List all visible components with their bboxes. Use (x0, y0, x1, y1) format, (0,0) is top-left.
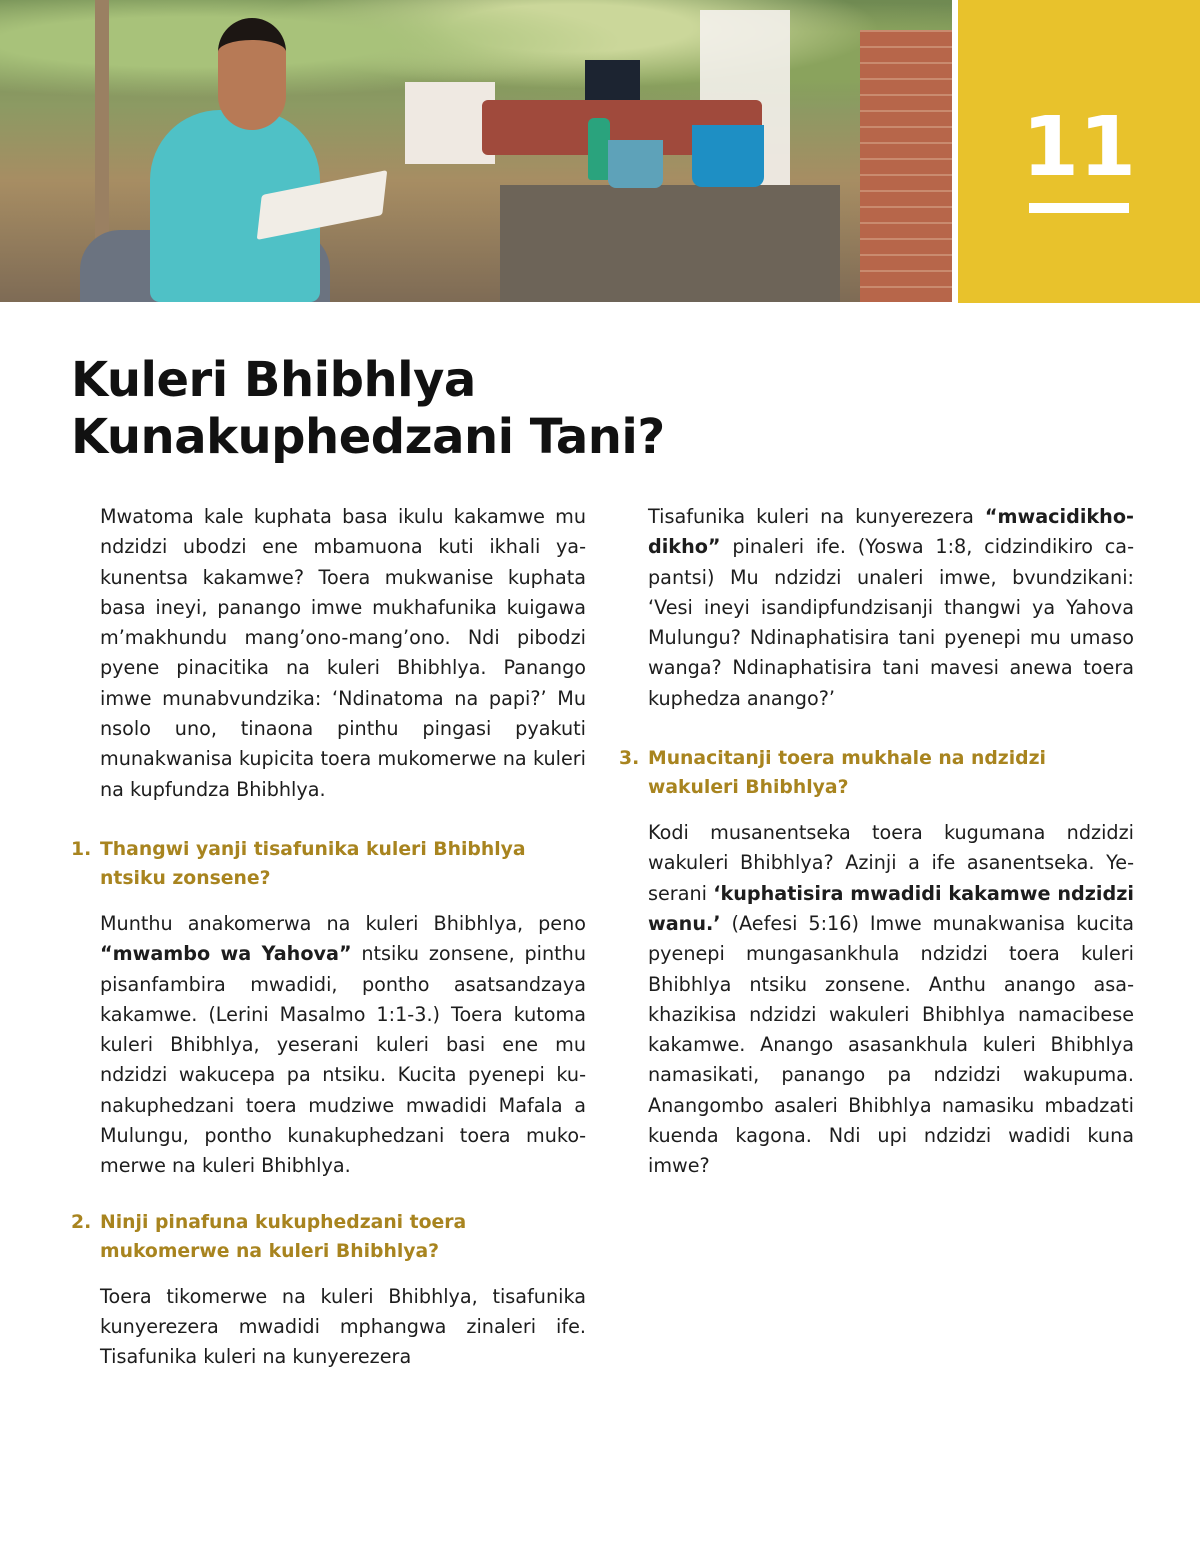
question-heading (71, 1208, 586, 1266)
question-text: Munacitanji toera mukhale na ndzidzi wakuleri Bhibhlya? (648, 748, 1046, 799)
answer-emphasis: “mwambo wa Yahova” (100, 942, 352, 966)
question-heading (71, 835, 586, 893)
answer-text-continued: Tisafunika kuleri na kunyerezera (648, 505, 985, 528)
page-title-line-2: Kunakuphedzani Tani? (71, 409, 665, 465)
answer-text: Toera tikomerwe na kuleri Bhibhlya, tisafunika kunyerezera mwadidi mphangwa zinaleri ife. Tisafunika kuleri na kunyerezera (100, 1284, 586, 1369)
right-column (619, 502, 1134, 1182)
question-number: 2. (71, 1211, 92, 1233)
answer-text: Kodi musanentseka toera kugumana ndzidzi wakuleri Bhibhlya? Azinji a ife asanentseka. Yeserani (648, 821, 1134, 905)
answer-paragraph-part-1 (100, 1282, 586, 1369)
question-heading (619, 744, 1134, 802)
photo-bucket (692, 125, 764, 187)
answer-paragraph-part-2 (648, 502, 1134, 714)
answer-text: ntsiku zonsene, pinthu pisanfambira mwadidi, pontho asatsandzaya kakamwe. (Lerini Masalmo 1:1-3.) Toera kutoma kuleri Bhibhlya, yeserani kuleri basi ene mu ndzidzi wakucepa pa ntsiku. Kucita pyenepi kunakuphedzani toera mudziwe mwadidi Mafala a Mulungu, pontho kunakuphedzani toera mukomerwe na kuleri Bhibhlya. (100, 942, 586, 1178)
photo-stone-base (500, 185, 840, 302)
answer-emphasis: “mwacidikhodikho” (648, 505, 1134, 559)
lesson-number-underline (1029, 203, 1129, 213)
answer-text: (Aefesi 5:16) Imwe munakwanisa kucita pyenepi mungasankhula ndzidzi toera kuleri Bhibhlya ntsiku zonsene. Anthu anango asakhazikisa ndzidzi wakuleri Bhibhlya namacibese kakamwe. Anango asasankhula kuleri Bhibhlya namasikati, panango pa ndzidzi wakupuma. Anangombo asaleri Bhibhlya namasiku mbadzati kuenda kagona. Ndi upi ndzidzi wadidi kuna imwe? (648, 911, 1134, 1178)
answer-emphasis: ‘kuphatisira mwadidi kakamwe ndzidzi wanu.’ (648, 881, 1134, 935)
answer-text: pinaleri ife. (Yoswa 1:8, cidzindikiro capantsi) Mu ndzidzi unaleri imwe, bvundzikani: ‘Vesi ineyi isandipfundzisanji thangwi ya Yahova Mulungu? Ndinaphatisira tani pyenepi mu umaso wanga? Ndinaphatisira tani mavesi anewa toera kuphedza anango?’ (648, 535, 1134, 710)
photo-woman-head (218, 18, 286, 130)
question-number: 1. (71, 838, 92, 860)
left-column (71, 502, 586, 1369)
question-text: Thangwi yanji tisafunika kuleri Bhibhlya ntsiku zonsene? (100, 838, 526, 889)
answer-paragraph (648, 818, 1134, 1182)
header-photo (0, 0, 952, 302)
page-title (71, 352, 665, 466)
question-number: 3. (619, 748, 640, 770)
photo-brick-wall (860, 30, 952, 302)
answer-text: Munthu anakomerwa na kuleri Bhibhlya, peno (100, 911, 586, 935)
lesson-number: 11 (1021, 100, 1137, 195)
question-text: Ninji pinafuna kukuphedzani toera mukomerwe na kuleri Bhibhlya? (100, 1211, 467, 1262)
intro-paragraph: Mwatoma kale kuphata basa ikulu kakamwe mu ndzidzi ubodzi ene mbamuona kuti ikhali yakunentsa kakamwe? Toera mukwanise kuphata basa ineyi, panango imwe mukhafunika kuigawa m’makhundu mang’ono-mang’ono. Ndi pibodzi pyene pinacitika na kuleri Bhibhlya. Panango imwe munabvundzika: ‘Ndinatoma na papi?’ Mu nsolo uno, tinaona pinthu pingasi pyakuti munakwanisa kupicita toera mukomerwe na kuleri na kupfundza Bhibhlya. (100, 505, 586, 801)
photo-bucket (608, 140, 663, 188)
lesson-number-block (958, 0, 1200, 303)
photo-bottle (588, 118, 610, 180)
page-title-line-1: Kuleri Bhibhlya (71, 352, 476, 408)
answer-paragraph (100, 909, 586, 1182)
